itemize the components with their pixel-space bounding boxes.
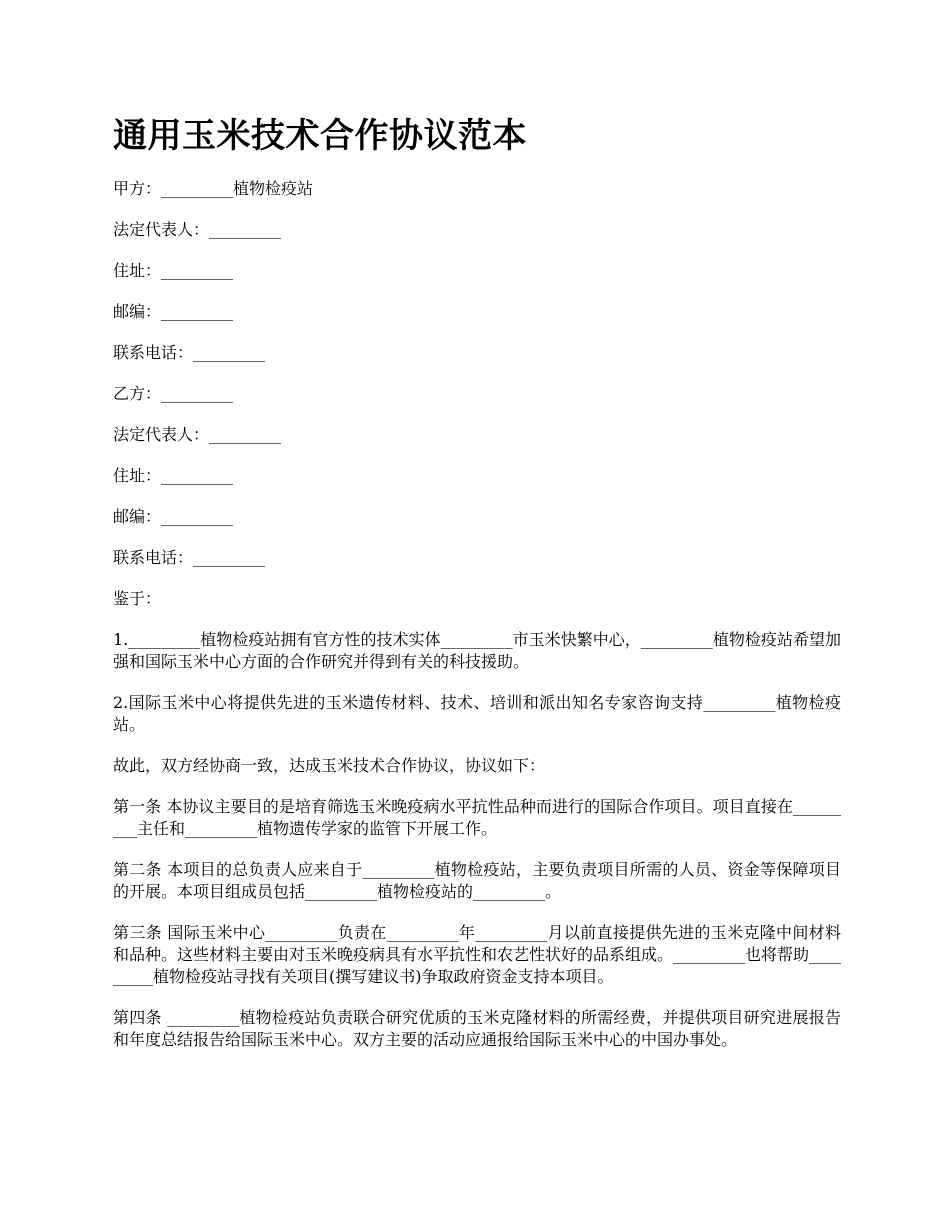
document-body — [113, 178, 841, 1070]
party-a-postcode: 邮编：_________ — [113, 302, 234, 321]
party-a-phone: 联系电话：_________ — [113, 343, 266, 362]
party-b-address: 住址：_________ — [113, 466, 234, 485]
article-1: 第一条 本协议主要目的是培育筛选玉米晚疫病水平抗性品种而进行的国际合作项目。项目直接在_________主任和_________植物遗传学家的监管下开展工作。 — [113, 797, 841, 838]
article-2: 第二条 本项目的总负责人应来自于_________植物检疫站，主要负责项目所需的人员、资金等保障项目的开展。本项目组成员包括_________植物检疫站的_________。 — [113, 860, 841, 901]
party-b-postcode: 邮编：_________ — [113, 507, 234, 526]
party-b-name: 乙方：_________ — [113, 384, 234, 403]
party-a-legal-representative: 法定代表人：_________ — [113, 220, 282, 239]
agreement-intro: 故此，双方经协商一致，达成玉米技术合作协议，协议如下： — [113, 756, 546, 775]
whereas-item-2: 2.国际玉米中心将提供先进的玉米遗传材料、技术、培训和派出知名专家咨询支持_________植物检疫站。 — [113, 693, 841, 734]
whereas-heading: 鉴于： — [113, 589, 162, 608]
party-b-phone: 联系电话：_________ — [113, 548, 266, 567]
party-b-legal-representative: 法定代表人：_________ — [113, 425, 282, 444]
party-a-address: 住址：_________ — [113, 261, 234, 280]
whereas-item-1: 1._________植物检疫站拥有官方性的技术实体_________市玉米快繁中心，_________植物检疫站希望加强和国际玉米中心方面的合作研究并得到有关的科技援助。 — [113, 630, 841, 671]
article-3: 第三条 国际玉米中心_________负责在_________年_________月以前直接提供先进的玉米克隆中间材料和品种。这些材料主要由对玉米晚疫病具有水平抗性和农艺性状好的品系组成。_________也将帮助_________植物检疫站寻找有关项目(撰写建议书)争取政府资金支持本项目。 — [113, 923, 842, 986]
document-title: 通用玉米技术合作协议范本 — [113, 116, 527, 156]
article-4: 第四条 _________植物检疫站负责联合研究优质的玉米克隆材料的所需经费，并提供项目研究进展报告和年度总结报告给国际玉米中心。双方主要的活动应通报给国际玉米中心的中国办事处。 — [113, 1008, 841, 1049]
party-a-name: 甲方：_________植物检疫站 — [113, 179, 314, 198]
